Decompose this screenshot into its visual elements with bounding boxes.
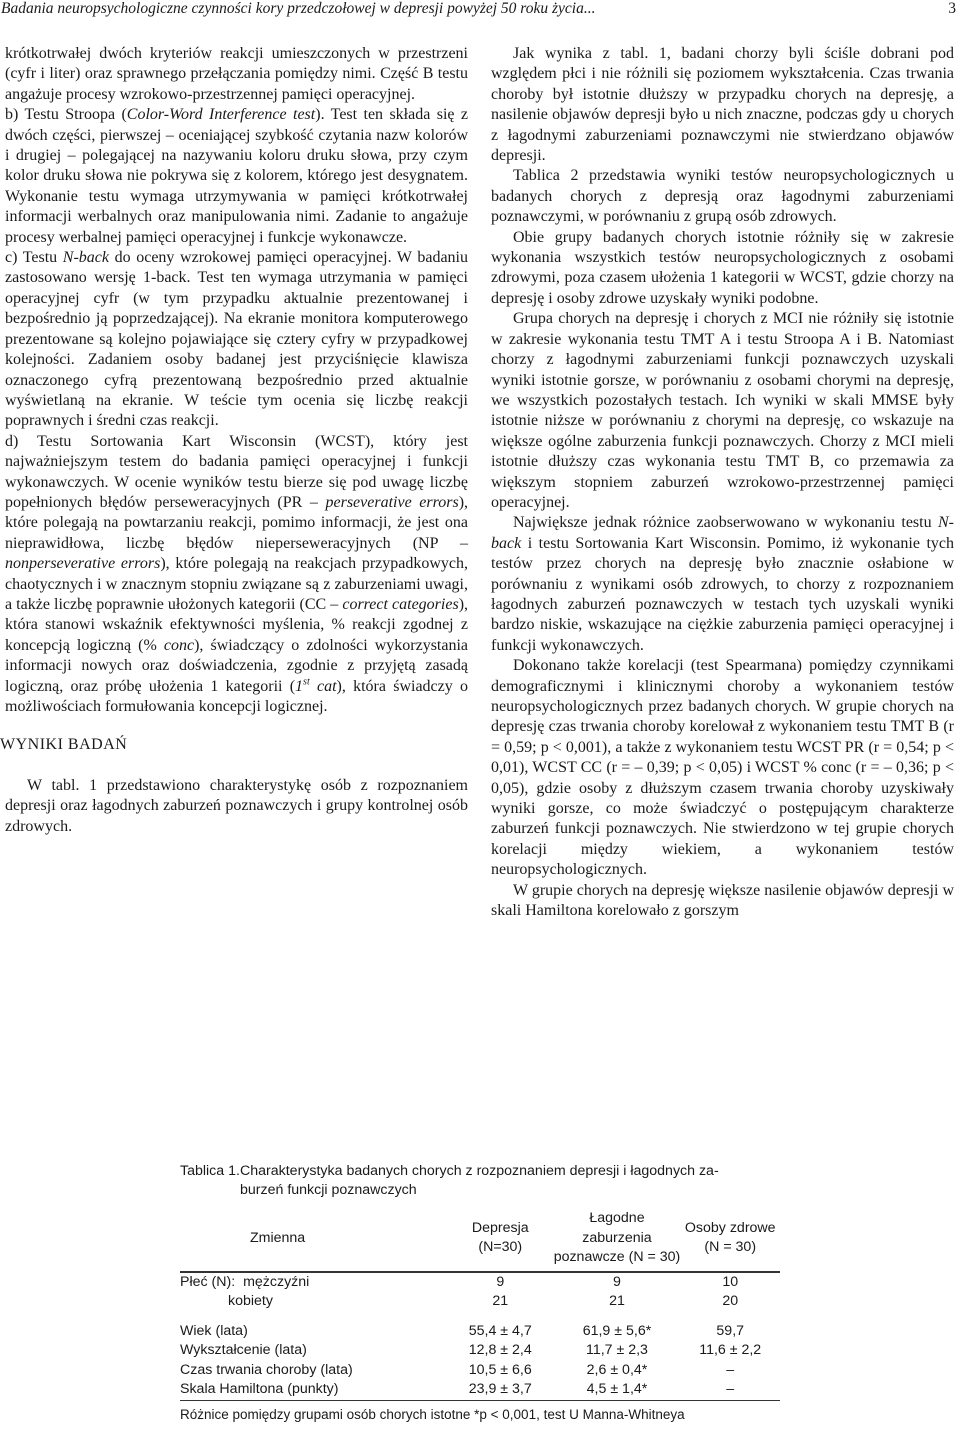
- table-caption-text-cont: burzeń funkcji poznawczych: [240, 1182, 417, 1198]
- paragraph: Dokonano także korelacji (test Spearmana) pomiędzy czynnikami demograficznymi i klinicznymi choroby a wykonaniem testów neuropsychologicznych przez badanych chorych. W grupie chorych na depresję czas trwania choroby korelował z wykonaniem testu TMT B (r = 0,59; p < 0,001), a także z wykonaniem testu WCST PR (r = 0,54; p < 0,01), WCST CC (r = – 0,39; p < 0,05) i WCST % conc (r = – 0,36; p < 0,05), gdzie osoby z dłuższym czasem trwania choroby uzyskiwały wyniki gorsze, co może świadczyć o postępującym charakterze zaburzeń funkcji poznawczych. Nie stwierdzono w tej grupie chorych korelacji między wiekiem, a wykonaniem testów neuropsychologicznych.: [491, 657, 954, 879]
- paragraph: d) Testu Sortowania Kart Wisconsin (WCST), który jest najważniejszym testem do badania pamięci operacyjnej i funkcji wykonawczych. W ocenie wyników testu bierze się pod uwagę liczbę popełnionych błędów perseweracyjnych (PR – perseverative errors), które polegają na powtarzaniu reakcji, pomimo informacji, że jest ona nieprawidłowa, liczbę błędów nieperseweracyjnych (NP – nonperseverative errors), które polegają na reakcjach przypadkowych, chaotycznych i w znacznym stopniu związane są z zaburzeniami uwagi, a także liczbę poprawnie ułożonych kategorii (CC – correct categories), która stanowi wskaźnik efektywności myślenia, % reakcji zgodnej z koncepcją logiczną (% conc), świadczący o zdolności wykorzystania informacji nowych oraz doświadczenia, zgodnie z przyjętą zasadą logiczną, oraz próbę ułożenia 1 kategorii (1st cat), która świadczy o możliwościach formułowania koncepcji logicznej.: [5, 432, 469, 715]
- table-footnote: Różnice pomiędzy grupami osób chorych istotne *p < 0,001, test U Manna-Whitneya: [180, 1406, 685, 1422]
- table-cell: Czas trwania choroby (lata): [180, 1361, 353, 1378]
- table-caption: [180, 1162, 780, 1200]
- table-cell: 4,5 ± 1,4*: [586, 1381, 648, 1397]
- table-cell: 11,7 ± 2,3: [586, 1342, 648, 1358]
- table-row: [180, 1273, 780, 1293]
- right-column: [491, 44, 954, 921]
- table-cell: Wiek (lata): [180, 1322, 248, 1339]
- paragraph: Tablica 2 przedstawia wyniki testów neuropsychologicznych u badanych chorych z depresją oraz łagodnymi zaburzeniami poznawczymi, w porównaniu z grupą osób zdrowych.: [491, 167, 954, 226]
- table-header-cell: Zmienna: [250, 1229, 306, 1246]
- table-cell: 12,8 ± 2,4: [468, 1342, 532, 1358]
- table-row: [180, 1361, 780, 1381]
- table-cell: 2,6 ± 0,4*: [586, 1361, 648, 1378]
- table-cell: 21: [492, 1293, 509, 1309]
- table-cell: 21: [609, 1293, 625, 1309]
- table-caption-text: Charakterystyka badanych chorych z rozpoznaniem depresji i łagodnych za-: [240, 1163, 719, 1179]
- table-cell: 10: [722, 1273, 739, 1290]
- table-cell: 9: [496, 1273, 505, 1290]
- table-cell: Skala Hamiltona (punkty): [180, 1381, 339, 1397]
- table-1: [180, 1162, 780, 1422]
- table-cell: 10,5 ± 6,6: [468, 1361, 532, 1378]
- paragraph: W tabl. 1 przedstawiono charakterystykę osób z rozpoznaniem depresji oraz łagodnych zaburzeń poznawczych i grupy kontrolnej osób zdrowych.: [5, 776, 468, 835]
- running-title: Badania neuropsychologiczne czynności kory przedczołowej w depresji powyżej 50 roku życia...: [1, 0, 596, 17]
- table-cell: Wykształcenie (lata): [180, 1342, 307, 1358]
- table-cell: 11,6 ± 2,2: [699, 1342, 762, 1358]
- table-header-cell: Depresja (N=30): [471, 1219, 529, 1256]
- page-number: 3: [948, 0, 956, 17]
- table-header-cell: Osoby zdrowe (N = 30): [684, 1219, 776, 1256]
- paragraph: b) Testu Stroopa (Color-Word Interference test). Test ten składa się z dwóch części, pierwszej – oceniającej szybkość czytania nazw kolorów i drugiej – polegającej na nazywaniu koloru druku słowa, przy czym kolor druku słowa nie pokrywa się z kolorem, którego jest desygnatem. Wykonanie testu wymaga utrzymywania w pamięci krótkotrwałej informacji werbalnych oraz manipulowania nimi. Zadanie to angażuje procesy werbalnej pamięci operacyjnej i funkcje wykonawcze.: [5, 106, 469, 246]
- table-cell: kobiety: [228, 1293, 273, 1309]
- paragraph: Jak wynika z tabl. 1, badani chorzy byli ściśle dobrani pod względem płci i nie różnili się poziomem wykształcenia. Czas trwania choroby był istotnie dłuższy w przypadku chorych na depresję, a nasilenie objawów depresji było u nich znaczne, podczas gdy u chorych z łagodnymi zaburzeniami poznawczymi nie stwierdzano objawów depresji.: [491, 45, 954, 165]
- table-header-cell: Łagodne zaburzenia poznawcze (N = 30): [553, 1210, 681, 1265]
- table-cell: Płeć (N):: [180, 1273, 236, 1290]
- table-row: [180, 1322, 780, 1342]
- section-heading: WYNIKI BADAŃ: [0, 736, 128, 754]
- left-column: [0, 44, 469, 837]
- table-cell: mężczyźni: [243, 1273, 310, 1290]
- paragraph: Największe jednak różnice zaobserwowano w wykonaniu testu N-back i testu Sortowania Kart Wisconsin. Pomimo, iż wykonanie tych testów przez chorych na depresję było znacznie osłabione w porównaniu z wynikami osób zdrowych, to chorzy z rozpoznaniem łagodnych zaburzeń poznawczych w testach tych uzyskali wyniki bardzo niskie, wskazujące na ciężkie zaburzenia pamięci operacyjnej i funkcji wykonawczych.: [491, 514, 954, 654]
- table-cell: 61,9 ± 5,6*: [582, 1322, 652, 1339]
- table-cell: 20: [722, 1293, 739, 1309]
- table-cell: 55,4 ± 4,7: [468, 1322, 532, 1339]
- table-cell: 23,9 ± 3,7: [468, 1381, 532, 1397]
- paragraph: krótkotrwałej dwóch kryteriów reakcji umieszczonych w przestrzeni (cyfr i liter) oraz sprawnego przełączania pomiędzy nimi. Część B testu angażuje procesy wzrokowo-przestrzennej pamięci operacyjnej.: [5, 45, 468, 103]
- table-row: [180, 1292, 780, 1312]
- table-header-row: [180, 1206, 780, 1271]
- paragraph: Grupa chorych na depresję i chorych z MCI nie różniły się istotnie w zakresie wykonania testu TMT A i testu Stroopa A i B. Natomiast chorzy z łagodnymi zaburzeniami funkcji poznawczych uzyskali wyniki istotnie gorsze, w porównaniu z osobami chorymi na depresję, we wszystkich pozostałych testach. Ich wyniki w skali MMSE były istotnie niższe w porównaniu z chorymi na depresję, co wskazuje na większe ogólne zaburzenia funkcji poznawczych. Chorzy z MCI mieli istotnie dłuższy czas wykonania testu TMT B, co przemawia za większym stopniem zaburzeń wzrokowo-przestrzennej pamięci operacyjnej.: [491, 310, 954, 511]
- table-cell: 9: [613, 1273, 621, 1290]
- paragraph: W grupie chorych na depresję większe nasilenie objawów depresji w skali Hamiltona korelowało z gorszym: [491, 881, 954, 920]
- table-cell: 59,7: [716, 1322, 745, 1339]
- paragraph: Obie grupy badanych chorych istotnie różniły się w zakresie wykonania wszystkich testów neuropsychologicznych z osobami zdrowymi, poza czasem ułożenia 1 kategorii w WCST, gdzie chorzy na depresję i osoby zdrowe uzyskały wyniki podobne.: [491, 228, 954, 307]
- table-row: [180, 1341, 780, 1361]
- table-cell: –: [726, 1361, 735, 1378]
- paragraph: c) Testu N-back do oceny wzrokowej pamięci operacyjnej. W badaniu zastosowano wersję 1-back. Test ten wymaga utrzymania w pamięci operacyjnej cyfr (w tym przypadku aktualnie prezentowanej i bezpośrednio ją poprzedzającej). Na ekranie monitora komputerowego prezentowane są kolejno pojawiające się cztery cyfry w przypadkowej kolejności. Zadaniem osoby badanej jest przyciśnięcie klawisza oznaczonego cyfrą prezentowaną bezpośrednio przed aktualnie wyświetlaną na ekranie. W teście tym ocenia się liczbę reakcji poprawnych i średni czas reakcji.: [5, 249, 468, 430]
- table-cell: –: [726, 1381, 735, 1397]
- table-caption-label: Tablica 1.: [180, 1163, 240, 1179]
- running-header: [0, 0, 960, 20]
- table-1-grid: [180, 1206, 780, 1401]
- table-row: [180, 1380, 780, 1400]
